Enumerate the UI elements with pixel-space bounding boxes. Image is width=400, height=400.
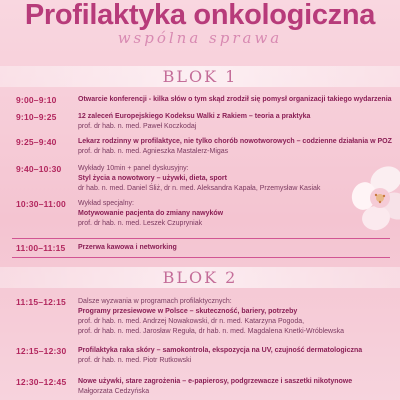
- agenda-topic: Przerwa kawowa i networking: [78, 244, 177, 251]
- agenda-topic: Otwarcie konferencji - kilka słów o tym skąd zrodził się pomysł organizacji takiego wydarzenia: [78, 96, 392, 103]
- agenda-time: 10:30–11:00: [16, 199, 66, 209]
- agenda-speaker: prof. dr hab. n. med. Jarosław Reguła, dr hab. n. med. Magdalena Knetki-Wróblewska: [78, 328, 345, 335]
- agenda-topic: 12 zaleceń Europejskiego Kodeksu Walki z Rakiem – teoria a praktyka: [78, 113, 311, 120]
- agenda-time: 11:15–12:15: [16, 297, 66, 307]
- agenda-topic: Lekarz rodzinny w profilaktyce, nie tylko chorób nowotworowych – codzienne działania w POZ: [78, 138, 392, 145]
- agenda-speaker: Małgorzata Cedzyńska: [78, 388, 150, 395]
- block2-header: BLOK 2: [0, 267, 400, 288]
- agenda-speaker: prof. dr hab. n. med. Agnieszka Mastalerz-Migas: [78, 148, 229, 155]
- agenda-intro: Dalsze wyzwania w programach profilaktycznych:: [78, 298, 232, 305]
- conference-subtitle: wspólna sprawa: [117, 29, 283, 47]
- agenda-speaker: prof. dr hab. n. med. Leszek Czupryniak: [78, 220, 203, 227]
- agenda-intro: Wykład specjalny:: [78, 200, 134, 207]
- agenda-time: 11:00–11:15: [16, 243, 66, 253]
- agenda-time: 9:00–9:10: [16, 95, 57, 105]
- flower-icon: [350, 160, 400, 240]
- divider: [12, 238, 390, 239]
- agenda-topic: Programy przesiewowe w Polsce – skuteczność, bariery, potrzeby: [78, 308, 298, 315]
- agenda-topic: Styl życia a nowotwory – używki, dieta, sport: [78, 175, 227, 182]
- conference-title: Profilaktyka onkologiczna: [24, 0, 376, 31]
- agenda-time: 9:40–10:30: [16, 164, 62, 174]
- divider: [12, 257, 390, 258]
- agenda-speaker: prof. dr hab. n. med. Paweł Koczkodaj: [78, 123, 197, 130]
- agenda-speaker: prof. dr hab. n. med. Andrzej Nowakowski, dr n. med. Katarzyna Pogoda,: [78, 318, 305, 325]
- agenda-speaker: dr hab. n. med. Daniel Śliż, dr n. med. Aleksandra Kapała, Przemysław Kasiak: [78, 185, 321, 192]
- agenda-time: 12:15–12:30: [16, 346, 67, 356]
- agenda-topic: Profilaktyka raka skóry – samokontrola, ekspozycja na UV, czujność dermatologiczna: [78, 347, 363, 354]
- agenda-time: 9:10–9:25: [16, 112, 57, 122]
- agenda-intro: Wykłady 10min + panel dyskusyjny:: [78, 165, 189, 172]
- block1-header: BLOK 1: [0, 66, 400, 87]
- agenda-topic: Motywowanie pacjenta do zmiany nawyków: [78, 210, 224, 217]
- agenda-time: 12:30–12:45: [16, 377, 67, 387]
- agenda-speaker: prof. dr hab. n. med. Piotr Rutkowski: [78, 357, 192, 364]
- agenda-topic: Nowe używki, stare zagrożenia – e-papierosy, podgrzewacze i saszetki nikotynowe: [78, 378, 353, 385]
- agenda-time: 9:25–9:40: [16, 137, 57, 147]
